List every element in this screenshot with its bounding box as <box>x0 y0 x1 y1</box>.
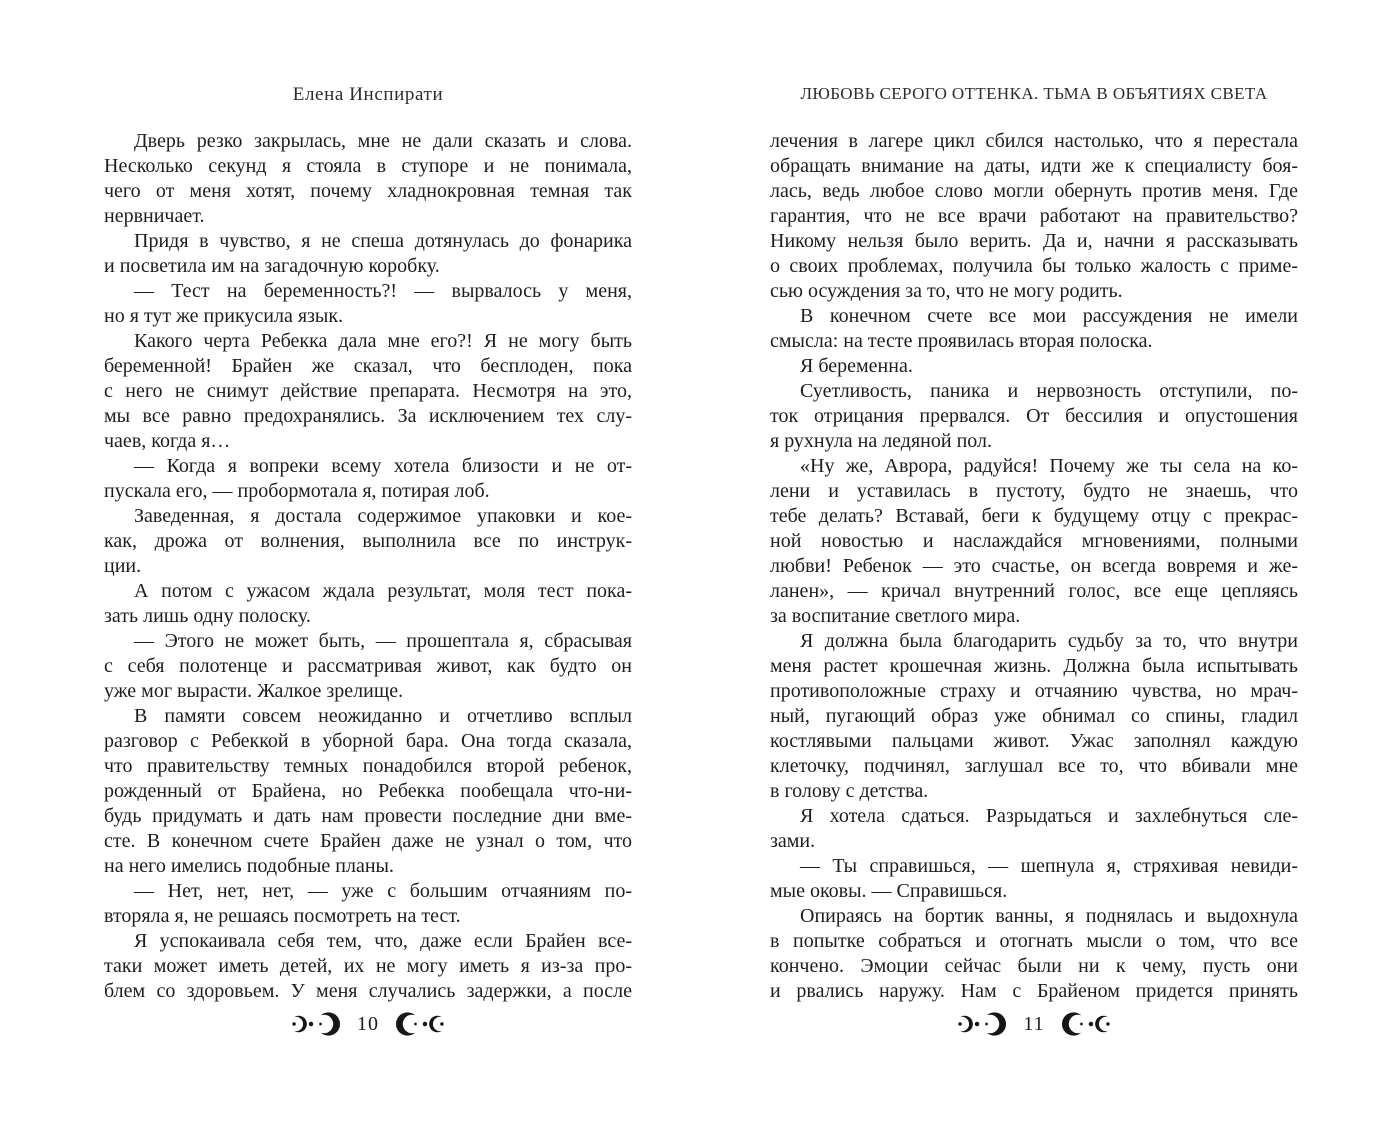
text-line: обращать внимание на даты, идти же к специалисту боя- <box>770 155 1298 177</box>
text-line: блем со здоровьем. У меня случались задержки, а после <box>104 980 632 1002</box>
text-line: но я тут же прикусила язык. <box>104 305 344 327</box>
text-line: любви! Ребенок — это счастье, он всегда вовремя и же- <box>770 555 1298 577</box>
text-line: лась, ведь любое слово могли обернуть против меня. Где <box>770 180 1298 202</box>
text-line: как, дрожа от волнения, выполнила все по инструк- <box>104 530 632 552</box>
text-line: ток отрицания прервался. От бессилия и опустошения <box>770 405 1298 427</box>
text-line: гарантия, что не все врачи работают на правительство? <box>770 205 1298 227</box>
text-line: за воспитание светлого мира. <box>770 605 1021 627</box>
text-line: ции. <box>104 555 142 577</box>
text-line: зами. <box>770 830 816 852</box>
waning-moons-icon <box>391 1009 449 1039</box>
text-line: на него имелись подобные планы. <box>104 855 394 877</box>
left-page-footer <box>104 1004 632 1044</box>
right-page <box>770 0 1298 1125</box>
text-line: уже мог вырасти. Жалкое зрелище. <box>104 680 404 702</box>
text-line: таки может иметь детей, их не могу иметь я из-за про- <box>104 955 632 977</box>
text-line: нервничает. <box>104 205 205 227</box>
waxing-moons-icon <box>287 1009 345 1039</box>
running-header-title: ЛЮБОВЬ СЕРОГО ОТТЕНКА. ТЬМА В ОБЪЯТИЯХ СВЕТА <box>800 84 1268 103</box>
text-line: беременной! Брайен же сказал, что бесплоден, пока <box>104 355 632 377</box>
text-line: — Этого не может быть, — прошептала я, сбрасывая <box>134 630 632 652</box>
text-line: лечения в лагере цикл сбился настолько, что я перестала <box>770 130 1298 152</box>
text-line: Я должна была благодарить судьбу за то, что внутри <box>800 630 1298 652</box>
running-header-author: Елена Инспирати <box>292 84 444 105</box>
text-line: Суетливость, паника и нервозность отступили, по- <box>800 380 1298 402</box>
text-line: Опираясь на бортик ванны, я поднялась и выдохнула <box>800 905 1298 927</box>
text-line: кончено. Эмоции сейчас были ни к чему, пусть они <box>770 955 1298 977</box>
text-line: чаев, когда я… <box>104 430 231 452</box>
text-line: с него не снимут действие препарата. Несмотря на это, <box>104 380 632 402</box>
text-line: я рухнула на ледяной пол. <box>770 430 992 452</box>
text-line: и посветила им на загадочную коробку. <box>104 255 440 277</box>
text-line: будь придумать и дать нам провести последние дни вме- <box>104 805 632 827</box>
text-line: меня растет крошечная жизнь. Должна была испытывать <box>770 655 1298 677</box>
text-line: сте. В конечном счете Брайен даже не узнал о том, что <box>104 830 632 852</box>
text-line: Несколько секунд я стояла в ступоре и не понимала, <box>104 155 632 177</box>
text-line: вторяла я, не решаясь посмотреть на тест. <box>104 905 461 927</box>
text-line: пускала его, — пробормотала я, потирая лоб. <box>104 480 490 502</box>
text-line: В памяти совсем неожиданно и отчетливо всплыл <box>134 705 632 727</box>
text-line: тебе делать? Вставай, беги к будущему отцу с прекрас- <box>770 505 1298 527</box>
text-line: зать лишь одну полоску. <box>104 605 311 627</box>
text-line: Я успокаивала себя тем, что, даже если Брайен все- <box>134 930 632 952</box>
text-line: лени и уставилась в пустоту, будто не знаешь, что <box>770 480 1298 502</box>
text-line: — Ты справишься, — шепнула я, стряхивая невиди- <box>800 855 1298 877</box>
text-line: Я хотела сдаться. Разрыдаться и захлебнуться сле- <box>800 805 1298 827</box>
text-line: о своих проблемах, получила бы только жалость с приме- <box>770 255 1298 277</box>
text-line: — Когда я вопреки всему хотела близости и не от- <box>134 455 632 477</box>
text-line: сью осуждения за то, что не могу родить. <box>770 280 1123 302</box>
text-line: ланен», — кричал внутренний голос, все еще цепляясь <box>770 580 1298 602</box>
text-line: противоположные страху и отчаянию чувства, но мрач- <box>770 680 1298 702</box>
text-line: — Нет, нет, нет, — уже с большим отчаяниям по- <box>134 880 632 902</box>
text-line: и рвались наружу. Нам с Брайеном придется принять <box>770 980 1298 1002</box>
waning-moons-icon <box>1057 1009 1115 1039</box>
right-page-footer <box>770 1004 1298 1044</box>
text-line: мые оковы. — Справишься. <box>770 880 1008 902</box>
left-page-text <box>104 129 632 1004</box>
text-line: что правительству темных понадобился второй ребенок, <box>104 755 632 777</box>
text-line: с себя полотенце и рассматривая живот, как будто он <box>104 655 632 677</box>
text-line: костлявыми пальцами живот. Ужас заполнял каждую <box>770 730 1298 752</box>
text-line: рожденный от Брайена, но Ребекка пообещала что-ни- <box>104 780 632 802</box>
waxing-moons-icon <box>953 1009 1011 1039</box>
text-line: А потом с ужасом ждала результат, моля тест пока- <box>134 580 632 602</box>
text-line: Никому нельзя было верить. Да и, начни я рассказывать <box>770 230 1298 252</box>
text-line: мы все равно предохранялись. За исключением тех слу- <box>104 405 632 427</box>
text-line: чего от меня хотят, почему хладнокровная темная так <box>104 180 632 202</box>
text-line: ный, пугающий образ уже обнимал со спины, гладил <box>770 705 1298 727</box>
text-line: — Тест на беременность?! — вырвалось у меня, <box>134 280 632 302</box>
text-line: Дверь резко закрылась, мне не дали сказать и слова. <box>134 130 632 152</box>
text-line: Заведенная, я достала содержимое упаковки и кое- <box>134 505 632 527</box>
text-line: Какого черта Ребекка дала мне его?! Я не могу быть <box>134 330 632 352</box>
text-line: в голову с детства. <box>770 780 929 802</box>
text-line: ной новостью и наслаждайся мгновениями, полными <box>770 530 1298 552</box>
right-page-text <box>770 129 1298 1004</box>
text-line: смысла: на тесте проявилась вторая полоска. <box>770 330 1153 352</box>
text-line: Я беременна. <box>800 355 913 377</box>
text-line: клеточку, подчинял, заглушал все то, что вбивали мне <box>770 755 1298 777</box>
text-line: Придя в чувство, я не спеша дотянулась до фонарика <box>134 230 632 252</box>
text-line: «Ну же, Аврора, радуйся! Почему же ты села на ко- <box>800 455 1298 477</box>
text-line: В конечном счете все мои рассуждения не имели <box>800 305 1298 327</box>
left-page <box>104 0 632 1125</box>
text-line: в попытке собраться и отогнать мысли о том, что все <box>770 930 1298 952</box>
text-line: разговор с Ребеккой в уборной бара. Она тогда сказала, <box>104 730 632 752</box>
page-number: 10 <box>357 1012 379 1035</box>
page-number: 11 <box>1023 1012 1045 1035</box>
